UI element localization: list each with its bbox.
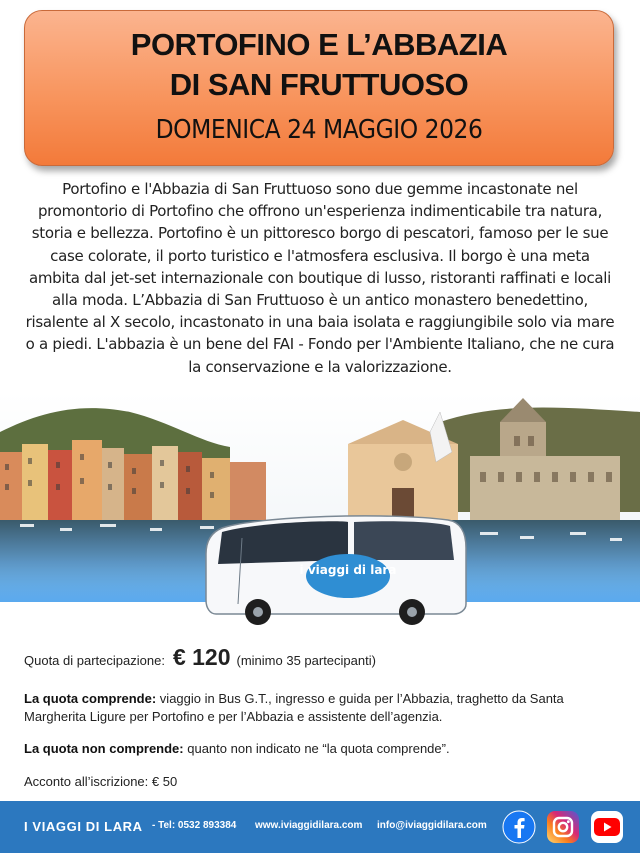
footer-email-link[interactable]: info@iviaggidilara.com [377, 820, 487, 831]
excludes-text: quanto non indicato ne “la quota comprende”. [183, 741, 450, 756]
includes-text: viaggio in Bus G.T., ingresso e guida per l’Abbazia, traghetto da Santa Margherita Ligure per Portofino e per l’Abbazia e assistente dell’agenzia. [24, 691, 564, 724]
intro-paragraph: Portofino e l'Abbazia di San Fruttuoso sono due gemme incastonate nel promontorio di Portofino che offrono un'esperienza indimenticabile tra natura, storia e bellezza. Portofino è un pittoresco borgo di pescatori, famoso per le sue case colorate, il porto turistico e l'atmosfera esclusiva. Il borgo è una meta ambita dal jet-set internazionale con boutique di lusso, ristoranti raffinati e locali alla moda. L’Abbazia di San Fruttuoso è un antico monastero benedettino, risalente al X secolo, incastonato in una baia isolata e raggiungibile solo via mare o a piedi. L'abbazia è un bene del FAI - Fondo per l'Ambiente Italiano, che ne cura la conservazione e la valorizzazione. [25, 180, 615, 376]
footer-brand: I VIAGGI DI LARA [24, 819, 143, 834]
footer-phone[interactable]: - Tel: 0532 893384 [152, 820, 237, 831]
event-date: DOMENICA 24 MAGGIO 2026 [155, 115, 483, 145]
tour-bus-image [198, 508, 470, 626]
includes-label: La quota comprende: [24, 691, 157, 706]
price-label: Quota di partecipazione: [24, 653, 165, 668]
footer-website-link[interactable]: www.iviaggidilara.com [255, 820, 363, 831]
price-line [24, 644, 624, 670]
price-minimum: (minimo 35 partecipanti) [236, 653, 376, 668]
excludes-label: La quota non comprende: [24, 741, 184, 756]
instagram-icon[interactable] [546, 810, 580, 844]
excludes-section [24, 740, 624, 758]
facebook-icon[interactable] [502, 810, 536, 844]
page-title-line2: DI SAN FRUTTUOSO [169, 67, 469, 102]
deposit-info: Acconto all’iscrizione: € 50 [24, 774, 178, 789]
footer-bar [0, 801, 640, 853]
page-title-line1: PORTOFINO E L’ABBAZIA [130, 27, 508, 62]
youtube-icon[interactable] [590, 810, 624, 844]
title-banner [24, 10, 614, 166]
bus-logo-text: i viaggi di lara [299, 563, 397, 577]
price-amount: € 120 [172, 644, 231, 670]
includes-section [24, 690, 624, 726]
